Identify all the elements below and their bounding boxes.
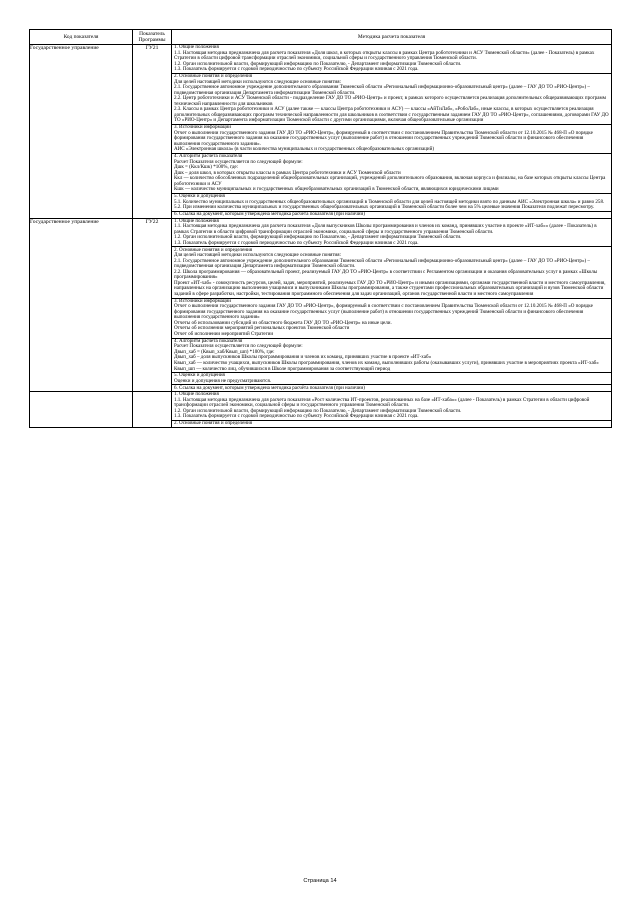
section-line: 2.2. Школа программирования — образовательный проект, реализуемый ГАУ ДО ТО «РИО-Центр» в соответствии с Регламентом организации и оказания образовательных услуг в рамках «Школы программирования» bbox=[174, 268, 598, 281]
table-header-row bbox=[30, 30, 612, 45]
program-indicator-cell: ГУ22 bbox=[133, 218, 172, 392]
section-heading: 3. Источники информации bbox=[174, 124, 231, 131]
section-line: Расчет Показателя осуществляется по следующей формуле: bbox=[174, 343, 303, 350]
section-line: Для целей настоящей методики используются следующие основные понятия: bbox=[174, 78, 341, 85]
section-line: Для целей настоящей методики используются следующие основные понятия: bbox=[174, 252, 341, 259]
section-line: 5.1. Количество муниципальных и государственных общеобразовательных организаций в Тюменской области для целей настоящей методики взято по данным АИС «Электронная школа» и равно 258. bbox=[174, 198, 605, 205]
section-heading: 2. Основные понятия и определения bbox=[174, 246, 253, 253]
section-line: Двып_хаб – доля выпускников Школы программирования и членов их команд, принявших участие в проекте «ИТ-хаб» bbox=[174, 354, 432, 361]
section-line: 2.1. Государственное автономное учреждение дополнительного образования Тюменской области «Региональный информационно-образовательный центр» (далее – ГАУ ДО ТО «РИО-Центр») – подведомственная организация Департамента информатизации Тюменской области. bbox=[174, 84, 590, 96]
header-method: Методика расчета показателя bbox=[172, 30, 612, 45]
section-line: 1.3. Показатель формируется с годовой периодичностью по субъекту Российской Федерации начиная с 2021 года. bbox=[174, 413, 419, 420]
indicator-code-cell: Государственное управление bbox=[30, 45, 133, 219]
section-line: Квып_шп — количество лиц, обучившихся в Школе программирования за соответствующий период bbox=[174, 365, 391, 372]
header-code: Код показателя bbox=[30, 30, 133, 45]
method-section bbox=[172, 45, 611, 73]
section-heading: 1. Общие положения bbox=[174, 44, 219, 51]
section-heading: 5. Оценки и допущения bbox=[174, 193, 225, 200]
method-section bbox=[172, 392, 611, 420]
section-line: 1.3. Показатель формируется с годовой периодичностью по субъекту Российской Федерации начиная с 2021 года. bbox=[174, 239, 419, 246]
table-row bbox=[30, 392, 612, 428]
section-line: Отчеты об исполнении мероприятий региональных проектов Тюменской области bbox=[174, 325, 350, 332]
section-heading: 3. Источники информации bbox=[174, 297, 231, 304]
section-line: 1.2. Орган исполнительной власти, формирующий информацию по Показателю, - Департамент информатизации Тюменской области. bbox=[174, 407, 462, 414]
section-line: Отчеты об использовании субсидий из областного бюджета ГАУ ДО ТО «РИО-Центр» на иные цели. bbox=[174, 319, 392, 326]
section-line: 2.3. Классы в рамках Центра робототехники и АСУ (далее также — классы Центра робототехники и АСУ) — классы «АйТиЛаб», «РобоЛаб», иные классы, в которых осуществляется реализация дополнительных общеразвивающих программ технической направленности для школьников в соответствии с государственным заданием ГАУ ДО ТО «РИО-Центр», соглашениями, договорами ГАУ ДО ТО «РИО-Центр» и Департамента информатизации Тюменской области с другими организациями, включая общеобразовательные организации bbox=[174, 106, 609, 124]
method-section bbox=[172, 219, 611, 247]
section-line: 2.2. Центр робототехники и АСУ Тюменской области - подразделение ГАУ ДО ТО «РИО-Центр» и проект, в рамках которого осуществляется реализация дополнительных общеразвивающих программ технической направленности для школьников bbox=[174, 95, 606, 107]
calculation-method-cell bbox=[172, 45, 612, 219]
method-section bbox=[172, 246, 611, 297]
section-line: Дшк – доля школ, в которых открыты классы в рамках Центра робототехники и АСУ Тюменской области bbox=[174, 169, 401, 176]
section-line: АИС «Электронная школа» (в части количества муниципальных и государственных общеобразовательных организаций) bbox=[174, 146, 435, 153]
section-heading: 1. Общие положения bbox=[174, 391, 219, 398]
section-line: Квып_хаб — количество учащихся, выпускников Школы программирования, членов их команд, выполнивших работы (оказывавших услуги), принявших участие в мероприятиях проекта «ИТ-хаб» bbox=[174, 359, 599, 366]
section-line: Проект «ИТ-хаб» - совокупность ресурсов, целей, задач, мероприятий, реализуемых ГАУ ДО ТО «РИО-Центр» и иными организациями, органами государственной власти и местного самоуправления, направленных на организацию выполнения учащимися и выпускниками Школы программирования, а также студентами профессиональных образовательных организаций и вузов Тюменской области заданий в сфере разработки, настройки, тестирования программного обеспечения для задач организаций, органов государственной власти и местного самоуправления bbox=[174, 279, 606, 298]
section-line: Кшк — количество муниципальных и государственных общеобразовательных организаций в Тюменской области, являющихся юридическими лицами bbox=[174, 186, 499, 193]
section-line: 5.2. При изменении количества муниципальных и государственных общеобразовательных организаций в Тюменской области более чем на 5% целевые значения Показателя подлежат пересмотру. bbox=[174, 204, 595, 211]
method-section bbox=[172, 193, 611, 211]
program-indicator-cell bbox=[133, 392, 172, 428]
section-heading: 4. Алгоритм расчета показателя bbox=[174, 153, 243, 160]
section-heading: 1. Общие положения bbox=[174, 217, 219, 224]
section-line: 1.1. Настоящая методика предназначена для расчета показателя «Рост количества ИТ-проектов, реализованных на базе «ИТ-хаба»» (далее - Показатель) в рамках Стратегии в области цифровой трансформации отраслей экономики, социальной сферы и государственного управления Тюменской области. bbox=[174, 396, 590, 409]
method-section bbox=[172, 420, 611, 427]
method-section bbox=[172, 384, 611, 391]
page-number: Страница 14 bbox=[303, 878, 337, 884]
indicator-table bbox=[29, 29, 612, 428]
method-section bbox=[172, 372, 611, 384]
section-line: 1.3. Показатель формируется с годовой периодичностью по субъекту Российской Федерации начиная с 2021 года. bbox=[174, 66, 419, 73]
table-row bbox=[30, 218, 612, 392]
section-heading: 4. Алгоритм расчета показателя bbox=[174, 337, 243, 344]
section-line: Расчет Показателя осуществляется по следующей формуле: bbox=[174, 158, 303, 165]
method-section bbox=[172, 338, 611, 372]
section-line: 1.1. Настоящая методика предназначена для расчета показателя «Доля выпускников Школы программирования и членов их команд, принявших участие в проекте «ИТ-хаб»» (далее - Показатель) в рамках Стратегии в области цифровой трансформации отраслей экономики, социальной сферы и государственного управления Тюменской области. bbox=[174, 223, 597, 235]
program-indicator-cell: ГУ21 bbox=[133, 45, 172, 219]
section-heading: 6. Ссылка на документ, которым утверждена методика расчёта показателя (при наличии) bbox=[174, 384, 365, 391]
method-section bbox=[172, 73, 611, 124]
method-section bbox=[172, 153, 611, 193]
section-line: 1.2. Орган исполнительной власти, формирующий информацию по Показателю, - Департамент информатизации Тюменской области. bbox=[174, 60, 462, 67]
indicator-code-cell bbox=[30, 392, 133, 428]
section-line: 1.1. Настоящая методика предназначена для расчета показателя «Доля школ, в которых открыты классы в рамках Центра робототехники и АСУ Тюменской области» (далее - Показатель) в рамках Стратегии в области цифровой трансформации отраслей экономики, социальной сферы и государственного управления Тюменской области. bbox=[174, 49, 595, 62]
method-section bbox=[172, 298, 611, 338]
method-section bbox=[172, 211, 611, 218]
section-line: Отчет о выполнении государственного задания ГАУ ДО ТО «РИО-Центр», формируемый в соответствии с постановлением Правительства Тюменской области от 12.10.2015 № 468-П «О порядке формирования государственного задания на оказание государственных услуг (выполнение работ) в отношении государственных учреждений Тюменской области и финансового обеспечения выполнения государственного задания». bbox=[174, 129, 593, 147]
section-line: 2.1. Государственное автономное учреждение дополнительного образования Тюменской области «Региональный информационно-образовательный центр» (далее – ГАУ ДО ТО «РИО-Центр») – подведомственная организация Департамента информатизации Тюменской области. bbox=[174, 257, 590, 270]
method-section bbox=[172, 124, 611, 153]
calculation-method-cell bbox=[172, 218, 612, 392]
section-heading: 5. Оценки и допущения bbox=[174, 372, 225, 379]
section-heading: 2. Основные понятия и определения bbox=[174, 73, 253, 80]
section-heading: 2. Основные понятия и определения bbox=[174, 420, 253, 427]
section-line: Двып_хаб = (Квып_хаб/Квып_шп) *100%, где: bbox=[174, 348, 275, 355]
table-row bbox=[30, 45, 612, 219]
section-line: Отчет о выполнении государственного задания ГАУ ДО ТО «РИО-Центр», формируемый в соответствии с постановлением Правительства Тюменской области от 12.10.2015 № 468-П «О порядке формирования государственного задания на оказание государственных услуг (выполнение работ) в отношении государственных учреждений Тюменской области и финансового обеспечения выполнения государственного задания» bbox=[174, 303, 593, 321]
section-line: Отчет об исполнении мероприятий Стратегии bbox=[174, 331, 274, 338]
section-line: Оценки и допущения не предусматриваются. bbox=[174, 377, 272, 384]
header-program: Показатель Программы bbox=[133, 30, 172, 45]
section-heading: 6. Ссылка на документ, которым утверждена методика расчета показателя (при наличии) bbox=[174, 210, 365, 217]
calculation-method-cell bbox=[172, 392, 612, 428]
section-line: Ккл — количество обособленных подразделений общеобразовательных организаций, учреждений дополнительного образования, включая корпуса и филиалы, на базе которых открыты классы Центра робототехники и АСУ bbox=[174, 175, 606, 187]
indicator-code-cell: Государственное управление bbox=[30, 218, 133, 392]
section-line: 1.2. Орган исполнительной власти, формирующий информацию по Показателю, - Департамент информатизации Тюменской области. bbox=[174, 234, 462, 241]
section-line: Дшк = (Ккл/Кшк) *100%, где: bbox=[174, 164, 239, 171]
